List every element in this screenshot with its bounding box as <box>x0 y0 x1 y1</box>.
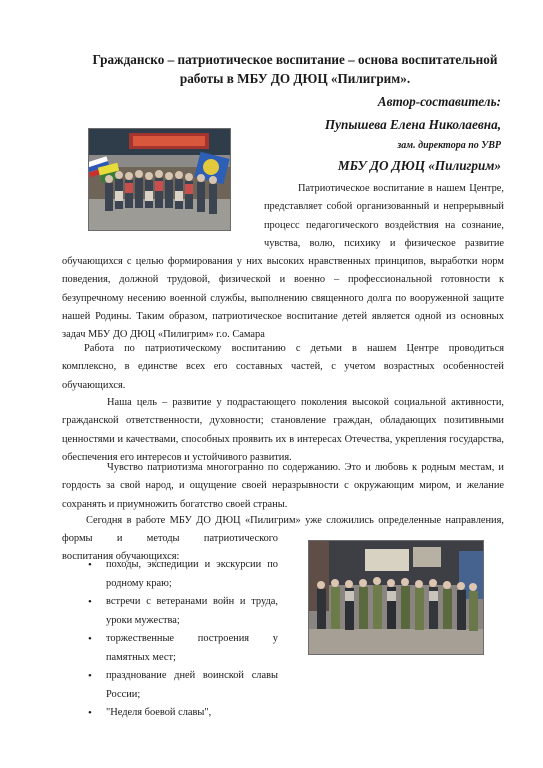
list-item: • празднование дней воинской славы <box>80 667 278 686</box>
intro-continuation-line: задач МБУ ДО ДЮЦ «Пилигрим» г.о. Самара <box>62 329 265 341</box>
intro-line: представляет собой организованный и непрерывный <box>264 201 504 213</box>
paragraph-line: Сегодня в работе МБУ ДО ДЮЦ «Пилигрим» уже сложились определенные направления, <box>86 515 504 526</box>
list-item-text: уроки мужества; <box>106 614 180 626</box>
organization-name: МБУ ДО ДЮЦ «Пилигрим» <box>337 158 501 173</box>
intro-line: процесс педагогического воздействия на сознание, <box>264 219 504 231</box>
paragraph-goal <box>62 394 504 467</box>
paragraph-line: гордость за свой народ, и ощущение своей неразрывности с окружающим миром, и желание <box>62 480 504 492</box>
intro-continuation-line: обучающихся с целью формирования у них высоких нравственных принципов, выработки норм <box>62 256 504 267</box>
intro-line: Патриотическое воспитание в нашем Центре, <box>298 183 504 194</box>
group-photo-flags <box>88 128 231 231</box>
paragraph-work-methods <box>62 340 504 395</box>
intro-continuation-line: поведения, должной трудовой, физической и военно – профессиональной готовности к <box>62 274 504 286</box>
intro-continuation-line: нашей Родины. Таким образом, патриотическое воспитание детей является одной из основных <box>62 310 504 322</box>
intro-continuation-line: безупречному несению военной службы, выполнению священного долга по вооруженной защите <box>62 292 504 304</box>
list-item-text: России; <box>106 688 141 700</box>
list-item-text: памятных мест; <box>106 651 176 663</box>
activities-list <box>80 556 278 723</box>
paragraph-line: обеспечения его интересов и устойчивого развития. <box>62 451 292 463</box>
paragraph-line: сохранять и приумножить богатство своей страны. <box>62 498 288 510</box>
title-line-1: Гражданско – патриотическое воспитание – основа воспитательной <box>92 52 498 67</box>
author-name: Пупышева Елена Николаевна, <box>324 117 501 132</box>
group-photo-flags-image <box>89 129 230 230</box>
list-item-continuation <box>80 686 278 705</box>
list-item: • "Неделя боевой славы", <box>80 704 278 723</box>
group-photo-veterans-image <box>309 541 483 654</box>
intro-line: чувства, волю, психику и физическое развитие <box>264 237 504 249</box>
list-item: • походы, экспедиции и экскурсии по <box>80 556 278 575</box>
list-item: • торжественные построения у <box>80 630 278 649</box>
author-position: зам. директора по УВР <box>397 140 501 151</box>
author-label: Автор-составитель: <box>377 94 501 109</box>
list-item: • встречи с ветеранами войн и труда, <box>80 593 278 612</box>
title-line-2: работы в МБУ ДО ДЮЦ «Пилигрим». <box>179 71 411 86</box>
paragraph-line: воспитания обучающихся: <box>62 551 180 563</box>
paragraph-line: комплексно, в единстве всех его составных частей, с учетом возрастных особенностей <box>62 361 504 373</box>
paragraph-line: формы и методы патриотического <box>62 533 278 544</box>
paragraph-line: гражданской ответственности, духовности; становление граждан, обладающих позитивными <box>62 415 504 427</box>
list-item-continuation <box>80 575 278 594</box>
paragraph-directions <box>62 512 504 530</box>
paragraph-line: Наша цель – развитие у подрастающего поколения высокой социальной активности, <box>107 397 504 408</box>
paragraph-line: Работа по патриотическому воспитанию с детьми в нашем Центре проводиться <box>84 343 504 354</box>
list-item-continuation <box>80 612 278 631</box>
intro-continuation <box>62 253 504 344</box>
paragraph-line: ценностями и качествами, способных проявить их в интересах Отечества, укрепления государства, <box>62 433 504 445</box>
group-photo-veterans <box>308 540 484 655</box>
intro-wrapped-text <box>264 180 504 253</box>
list-item-continuation <box>80 649 278 668</box>
paragraph-patriotism <box>62 459 504 514</box>
list-item-text: родному краю; <box>106 577 172 589</box>
paragraph-line: Чувство патриотизма многогранно по содержанию. Это и любовь к родным местам, и <box>107 462 504 473</box>
paragraph-line: обучающихся. <box>62 379 126 391</box>
